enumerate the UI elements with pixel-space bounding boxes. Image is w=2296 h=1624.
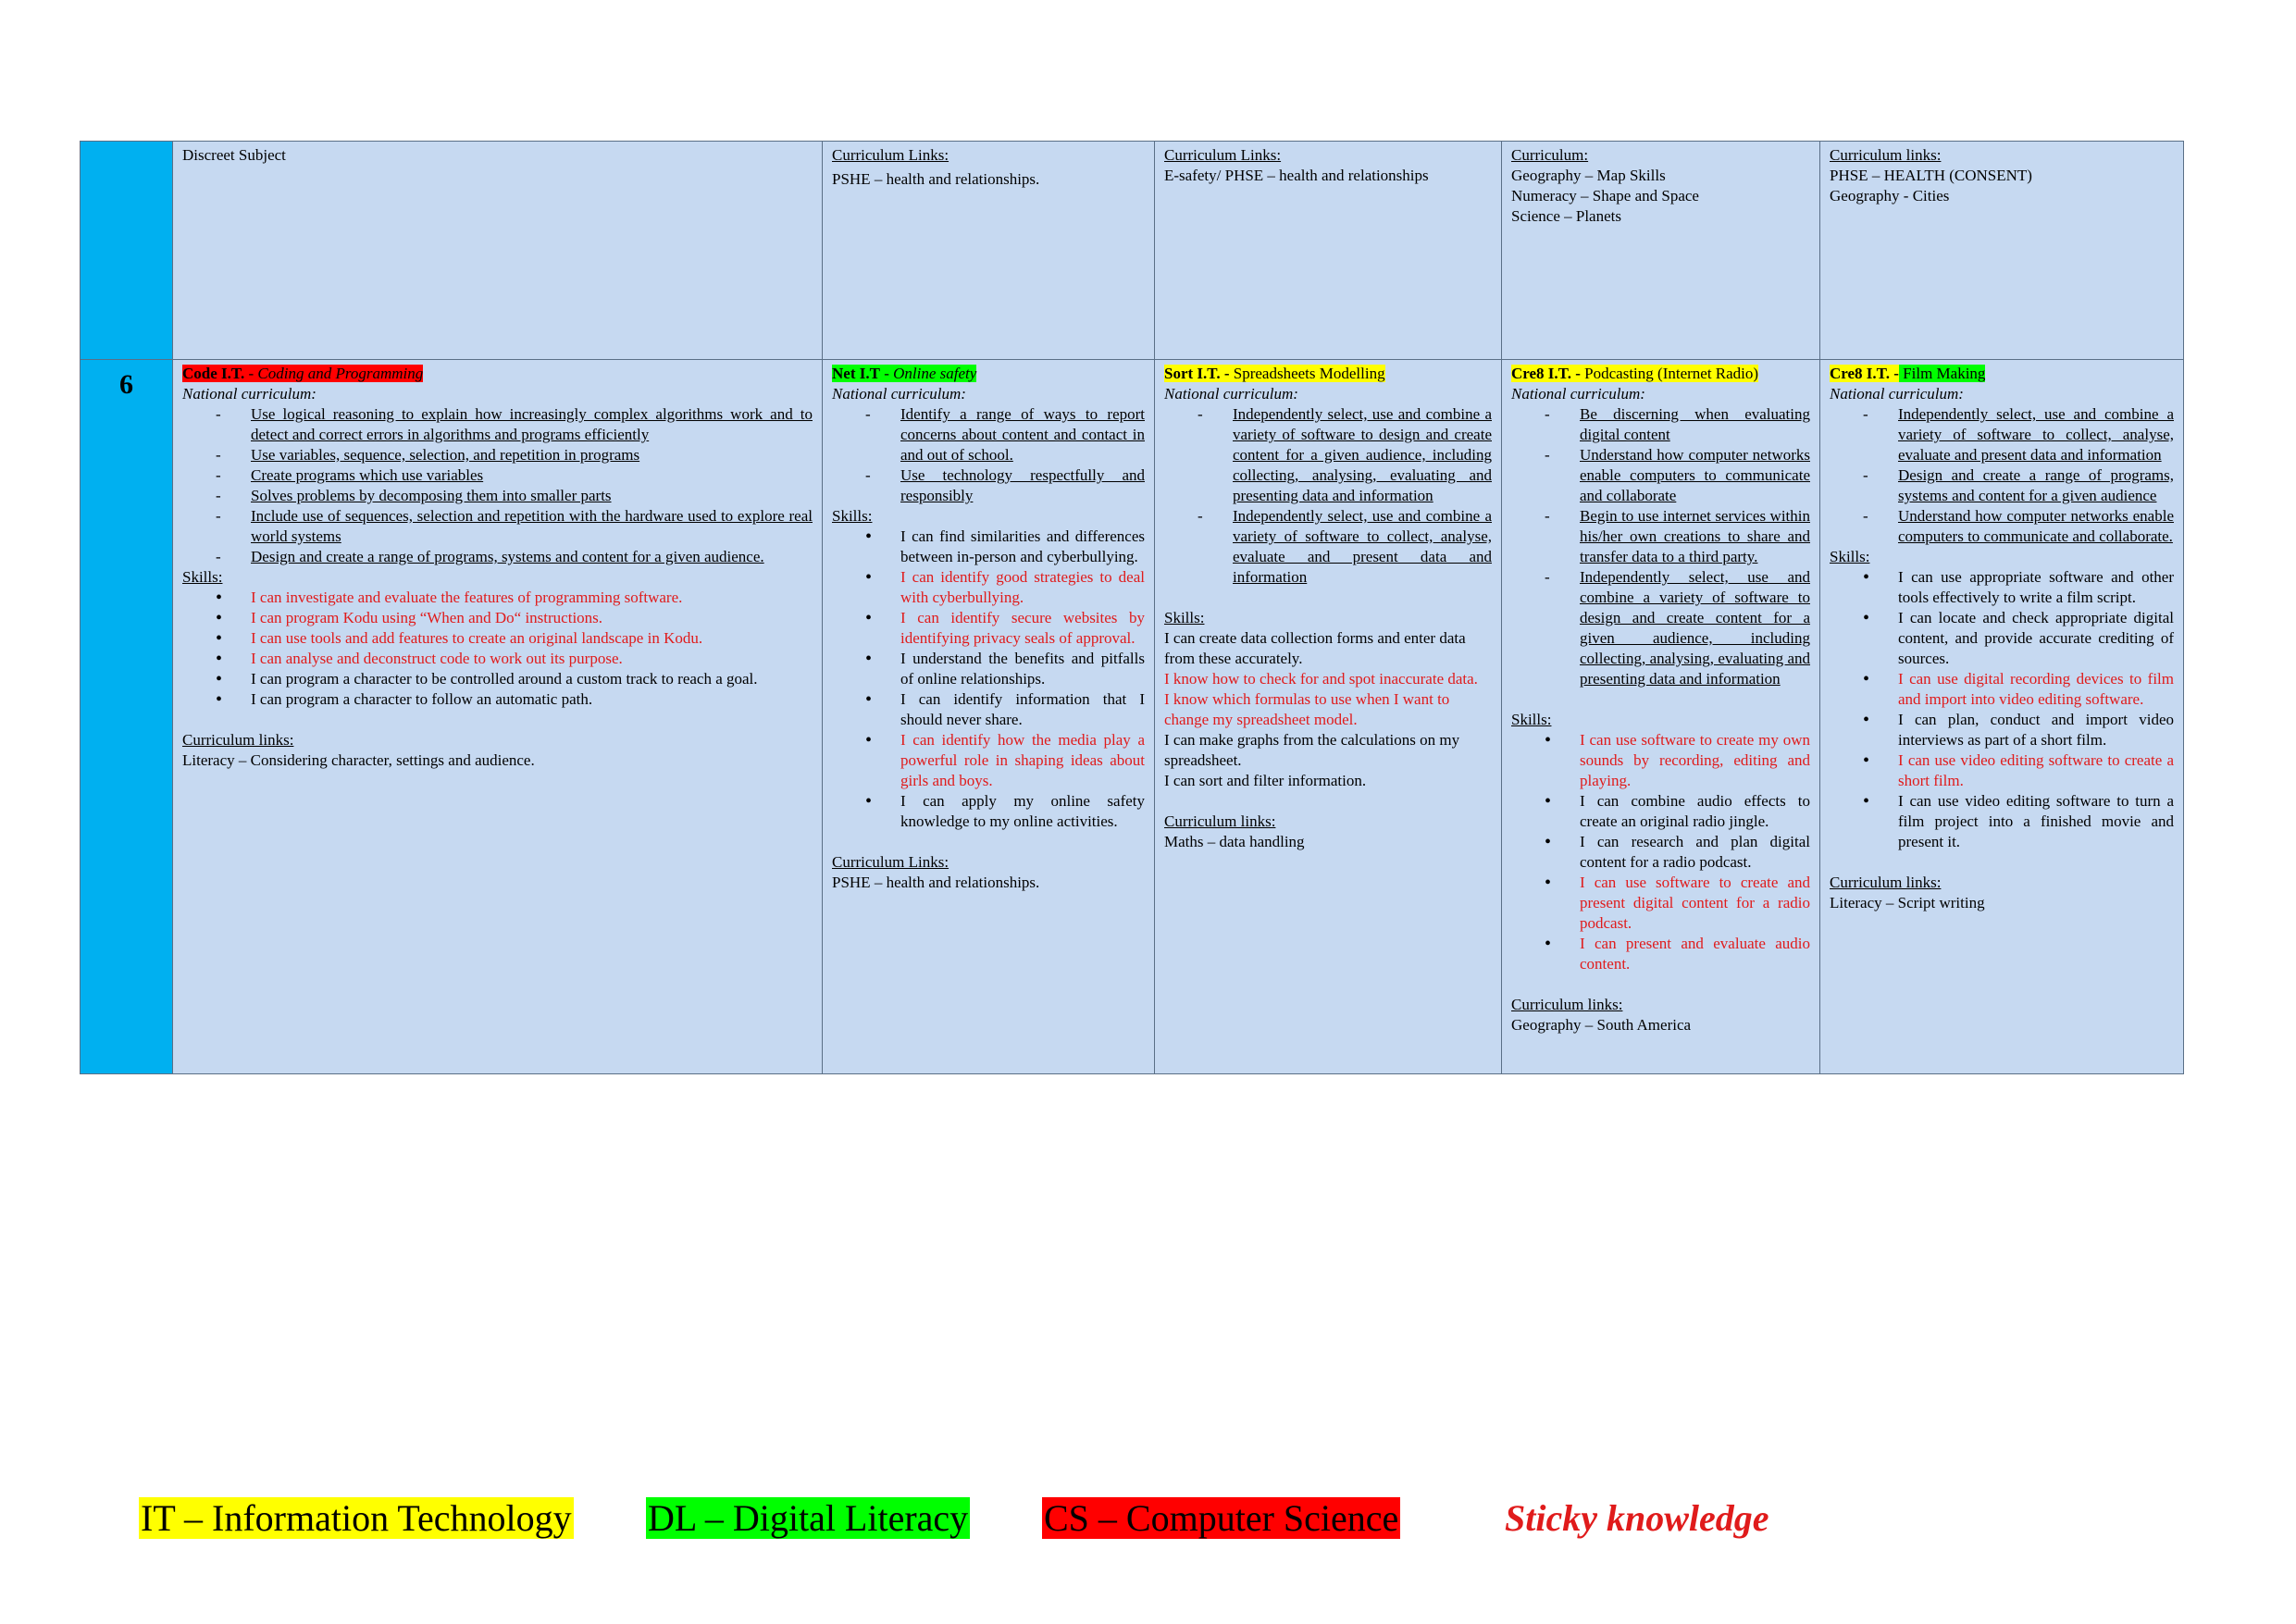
legend-sticky	[1503, 1495, 1771, 1542]
cell-curriculum-links	[823, 142, 1155, 360]
unit-title-rest: Podcasting (Internet Radio)	[1580, 365, 1759, 382]
list-item: • I can use tools and add features to create an original landscape in Kodu.	[251, 628, 813, 649]
legend-it-label: IT – Information Technology	[141, 1497, 572, 1539]
cell-cre8-podcasting	[1502, 360, 1820, 1074]
nc-list	[1830, 404, 2174, 547]
list-item: • I can present and evaluate audio content.	[1580, 934, 1810, 974]
nc-list	[1164, 404, 1492, 588]
list-item: • I can find similarities and differences between in-person and cyberbullying.	[900, 527, 1145, 567]
cell-line: PHSE – HEALTH (CONSENT)	[1830, 167, 2032, 184]
skills-label: Skills:	[1830, 548, 1870, 565]
links-label: Curriculum links:	[182, 731, 294, 749]
list-item: • I can combine audio effects to create an original radio jingle.	[1580, 791, 1810, 832]
list-item: • I can use software to create and present digital content for a radio podcast.	[1580, 873, 1810, 934]
list-item: • I can use video editing software to create a short film.	[1898, 750, 2174, 791]
legend-cs-label: CS – Computer Science	[1044, 1497, 1399, 1539]
unit-title-bold: Net I.T	[832, 365, 880, 382]
list-item: - Begin to use internet services within his/her own creations to share and transfer data to a third party.	[1580, 506, 1810, 567]
cell-code-it	[173, 360, 823, 1074]
legend-dl-label: DL – Digital Literacy	[648, 1497, 969, 1539]
skill-text: I can sort and filter information.	[1164, 772, 1367, 789]
list-item: - Be discerning when evaluating digital content	[1580, 404, 1810, 445]
nc-label: National curriculum:	[832, 385, 966, 403]
legend-it	[139, 1495, 574, 1542]
list-item: - Understand how computer networks enable computers to communicate and collaborate.	[1898, 506, 2174, 547]
nc-list	[1511, 404, 1810, 689]
list-item: - Design and create a range of programs, systems and content for a given audience.	[251, 547, 813, 567]
unit-title-bold: Sort I.T. -	[1164, 365, 1230, 382]
links-label: Curriculum links:	[1830, 874, 1942, 891]
list-item: - Solves problems by decomposing them into smaller parts	[251, 486, 813, 506]
cell-line: Science – Planets	[1511, 207, 1621, 225]
list-item: • I can identify how the media play a powerful role in shaping ideas about girls and boys.	[900, 730, 1145, 791]
list-item: - Use logical reasoning to explain how increasingly complex algorithms work and to detect and correct errors in algorithms and programs efficiently	[251, 404, 813, 445]
cell-curriculum-links	[1820, 142, 2184, 360]
list-item: - Independently select, use and combine a variety of software to collect, analyse, evaluate and present data and information	[1233, 506, 1492, 588]
skill-text: I know which formulas to use when I want to change my spreadsheet model.	[1164, 690, 1450, 728]
list-item: - Understand how computer networks enable computers to communicate and collaborate	[1580, 445, 1810, 506]
list-item: • I can program a character to be controlled around a custom track to reach a goal.	[251, 669, 813, 689]
list-item: - Design and create a range of programs, systems and content for a given audience	[1898, 465, 2174, 506]
cell-heading: Curriculum Links:	[1164, 146, 1282, 164]
list-item: • I can identify information that I should never share.	[900, 689, 1145, 730]
list-item: - Independently select, use and combine a variety of software to design and create content for a given audience, including collecting, analysing, evaluating and presenting data and information	[1580, 567, 1810, 689]
list-item: • I can analyse and deconstruct code to work out its purpose.	[251, 649, 813, 669]
list-item: - Use variables, sequence, selection, and repetition in programs	[251, 445, 813, 465]
unit-title	[1511, 364, 1810, 384]
cell-curriculum-links	[1155, 142, 1502, 360]
skills-list	[1511, 730, 1810, 974]
cell-line: Numeracy – Shape and Space	[1511, 187, 1699, 205]
curriculum-table	[80, 141, 2184, 1074]
skills-label: Skills:	[832, 507, 873, 525]
list-item: • I can plan, conduct and import video interviews as part of a short film.	[1898, 710, 2174, 750]
unit-title	[832, 364, 1145, 384]
links-label: Curriculum Links:	[832, 853, 949, 871]
skill-text: I can create data collection forms and enter data from these accurately.	[1164, 629, 1466, 667]
skill-text: I can make graphs from the calculations on my spreadsheet.	[1164, 731, 1460, 769]
links-text: Literacy – Script writing	[1830, 894, 1985, 911]
skills-label: Skills:	[1164, 609, 1205, 626]
cell-heading: Curriculum Links:	[832, 146, 949, 164]
unit-title-rest: Film Making	[1898, 365, 1986, 382]
cell-sort-it	[1155, 360, 1502, 1074]
unit-title-bold: Code I.T.	[182, 365, 245, 382]
unit-title	[1830, 364, 2174, 384]
skill-text: I know how to check for and spot inaccurate data.	[1164, 670, 1478, 688]
nc-label: National curriculum:	[1511, 385, 1645, 403]
cell-line: E-safety/ PHSE – health and relationships	[1164, 167, 1429, 184]
skills-list	[1830, 567, 2174, 852]
list-item: - Independently select, use and combine a variety of software to collect, analyse, evaluate and present data and information	[1898, 404, 2174, 465]
list-item: • I can apply my online safety knowledge to my online activities.	[900, 791, 1145, 832]
list-item: • I can identify good strategies to deal with cyberbullying.	[900, 567, 1145, 608]
unit-title-bold: Cre8 I.T. -	[1830, 365, 1899, 382]
list-item: • I can locate and check appropriate digital content, and provide accurate crediting of sources.	[1898, 608, 2174, 669]
list-item: - Independently select, use and combine a variety of software to design and create content for a given audience, including collecting, analysing, evaluating and presenting data and information	[1233, 404, 1492, 506]
list-item: • I can program Kodu using “When and Do“ instructions.	[251, 608, 813, 628]
year-cell	[81, 360, 173, 1074]
cell-text: Discreet Subject	[182, 146, 286, 164]
table-row	[81, 142, 2184, 360]
links-text: Geography – South America	[1511, 1016, 1692, 1034]
links-text: Literacy – Considering character, settings and audience.	[182, 751, 535, 769]
nc-label: National curriculum:	[1164, 385, 1298, 403]
nc-label: National curriculum:	[182, 385, 316, 403]
links-label: Curriculum links:	[1511, 996, 1623, 1013]
unit-title-rest: - Online safety	[879, 365, 977, 382]
cell-net-it	[823, 360, 1155, 1074]
cell-heading: Curriculum links:	[1830, 146, 1942, 164]
cell-line: PSHE – health and relationships.	[832, 170, 1040, 188]
list-item: - Identify a range of ways to report concerns about content and contact in and out of school.	[900, 404, 1145, 465]
legend-cs	[1042, 1495, 1400, 1542]
unit-title-rest: - Coding and Programming	[244, 365, 424, 382]
skills-label: Skills:	[182, 568, 223, 586]
year-cell	[81, 142, 173, 360]
list-item: • I can identify secure websites by identifying privacy seals of approval.	[900, 608, 1145, 649]
nc-list	[182, 404, 813, 567]
list-item: • I can research and plan digital content for a radio podcast.	[1580, 832, 1810, 873]
links-text: Maths – data handling	[1164, 833, 1305, 850]
cell-curriculum	[1502, 142, 1820, 360]
list-item: • I understand the benefits and pitfalls of online relationships.	[900, 649, 1145, 689]
cell-discreet-subject	[173, 142, 823, 360]
nc-label: National curriculum:	[1830, 385, 1964, 403]
cell-line: Geography - Cities	[1830, 187, 1950, 205]
unit-title-bold: Cre8 I.T. -	[1511, 365, 1581, 382]
skills-label: Skills:	[1511, 711, 1552, 728]
legend-sticky-label: Sticky knowledge	[1505, 1497, 1769, 1539]
cell-cre8-film-making	[1820, 360, 2184, 1074]
links-label: Curriculum links:	[1164, 812, 1276, 830]
table-row	[81, 360, 2184, 1074]
list-item: • I can investigate and evaluate the features of programming software.	[251, 588, 813, 608]
list-item: • I can program a character to follow an automatic path.	[251, 689, 813, 710]
list-item: - Use technology respectfully and responsibly	[900, 465, 1145, 506]
list-item: - Create programs which use variables	[251, 465, 813, 486]
nc-list	[832, 404, 1145, 506]
list-item: • I can use video editing software to turn a film project into a finished movie and present it.	[1898, 791, 2174, 852]
legend-dl	[646, 1495, 970, 1542]
skills-list	[182, 588, 813, 710]
list-item: • I can use appropriate software and other tools effectively to write a film script.	[1898, 567, 2174, 608]
year-number: 6	[119, 369, 133, 400]
list-item: • I can use software to create my own sounds by recording, editing and playing.	[1580, 730, 1810, 791]
unit-title-rest: Spreadsheets Modelling	[1229, 365, 1385, 382]
skills-list	[832, 527, 1145, 832]
list-item: • I can use digital recording devices to film and import into video editing software.	[1898, 669, 2174, 710]
list-item: - Include use of sequences, selection and repetition with the hardware used to explore real world systems	[251, 506, 813, 547]
unit-title	[1164, 364, 1492, 384]
cell-line: Geography – Map Skills	[1511, 167, 1666, 184]
cell-heading: Curriculum:	[1511, 146, 1589, 164]
links-text: PSHE – health and relationships.	[832, 874, 1040, 891]
unit-title	[182, 364, 813, 384]
